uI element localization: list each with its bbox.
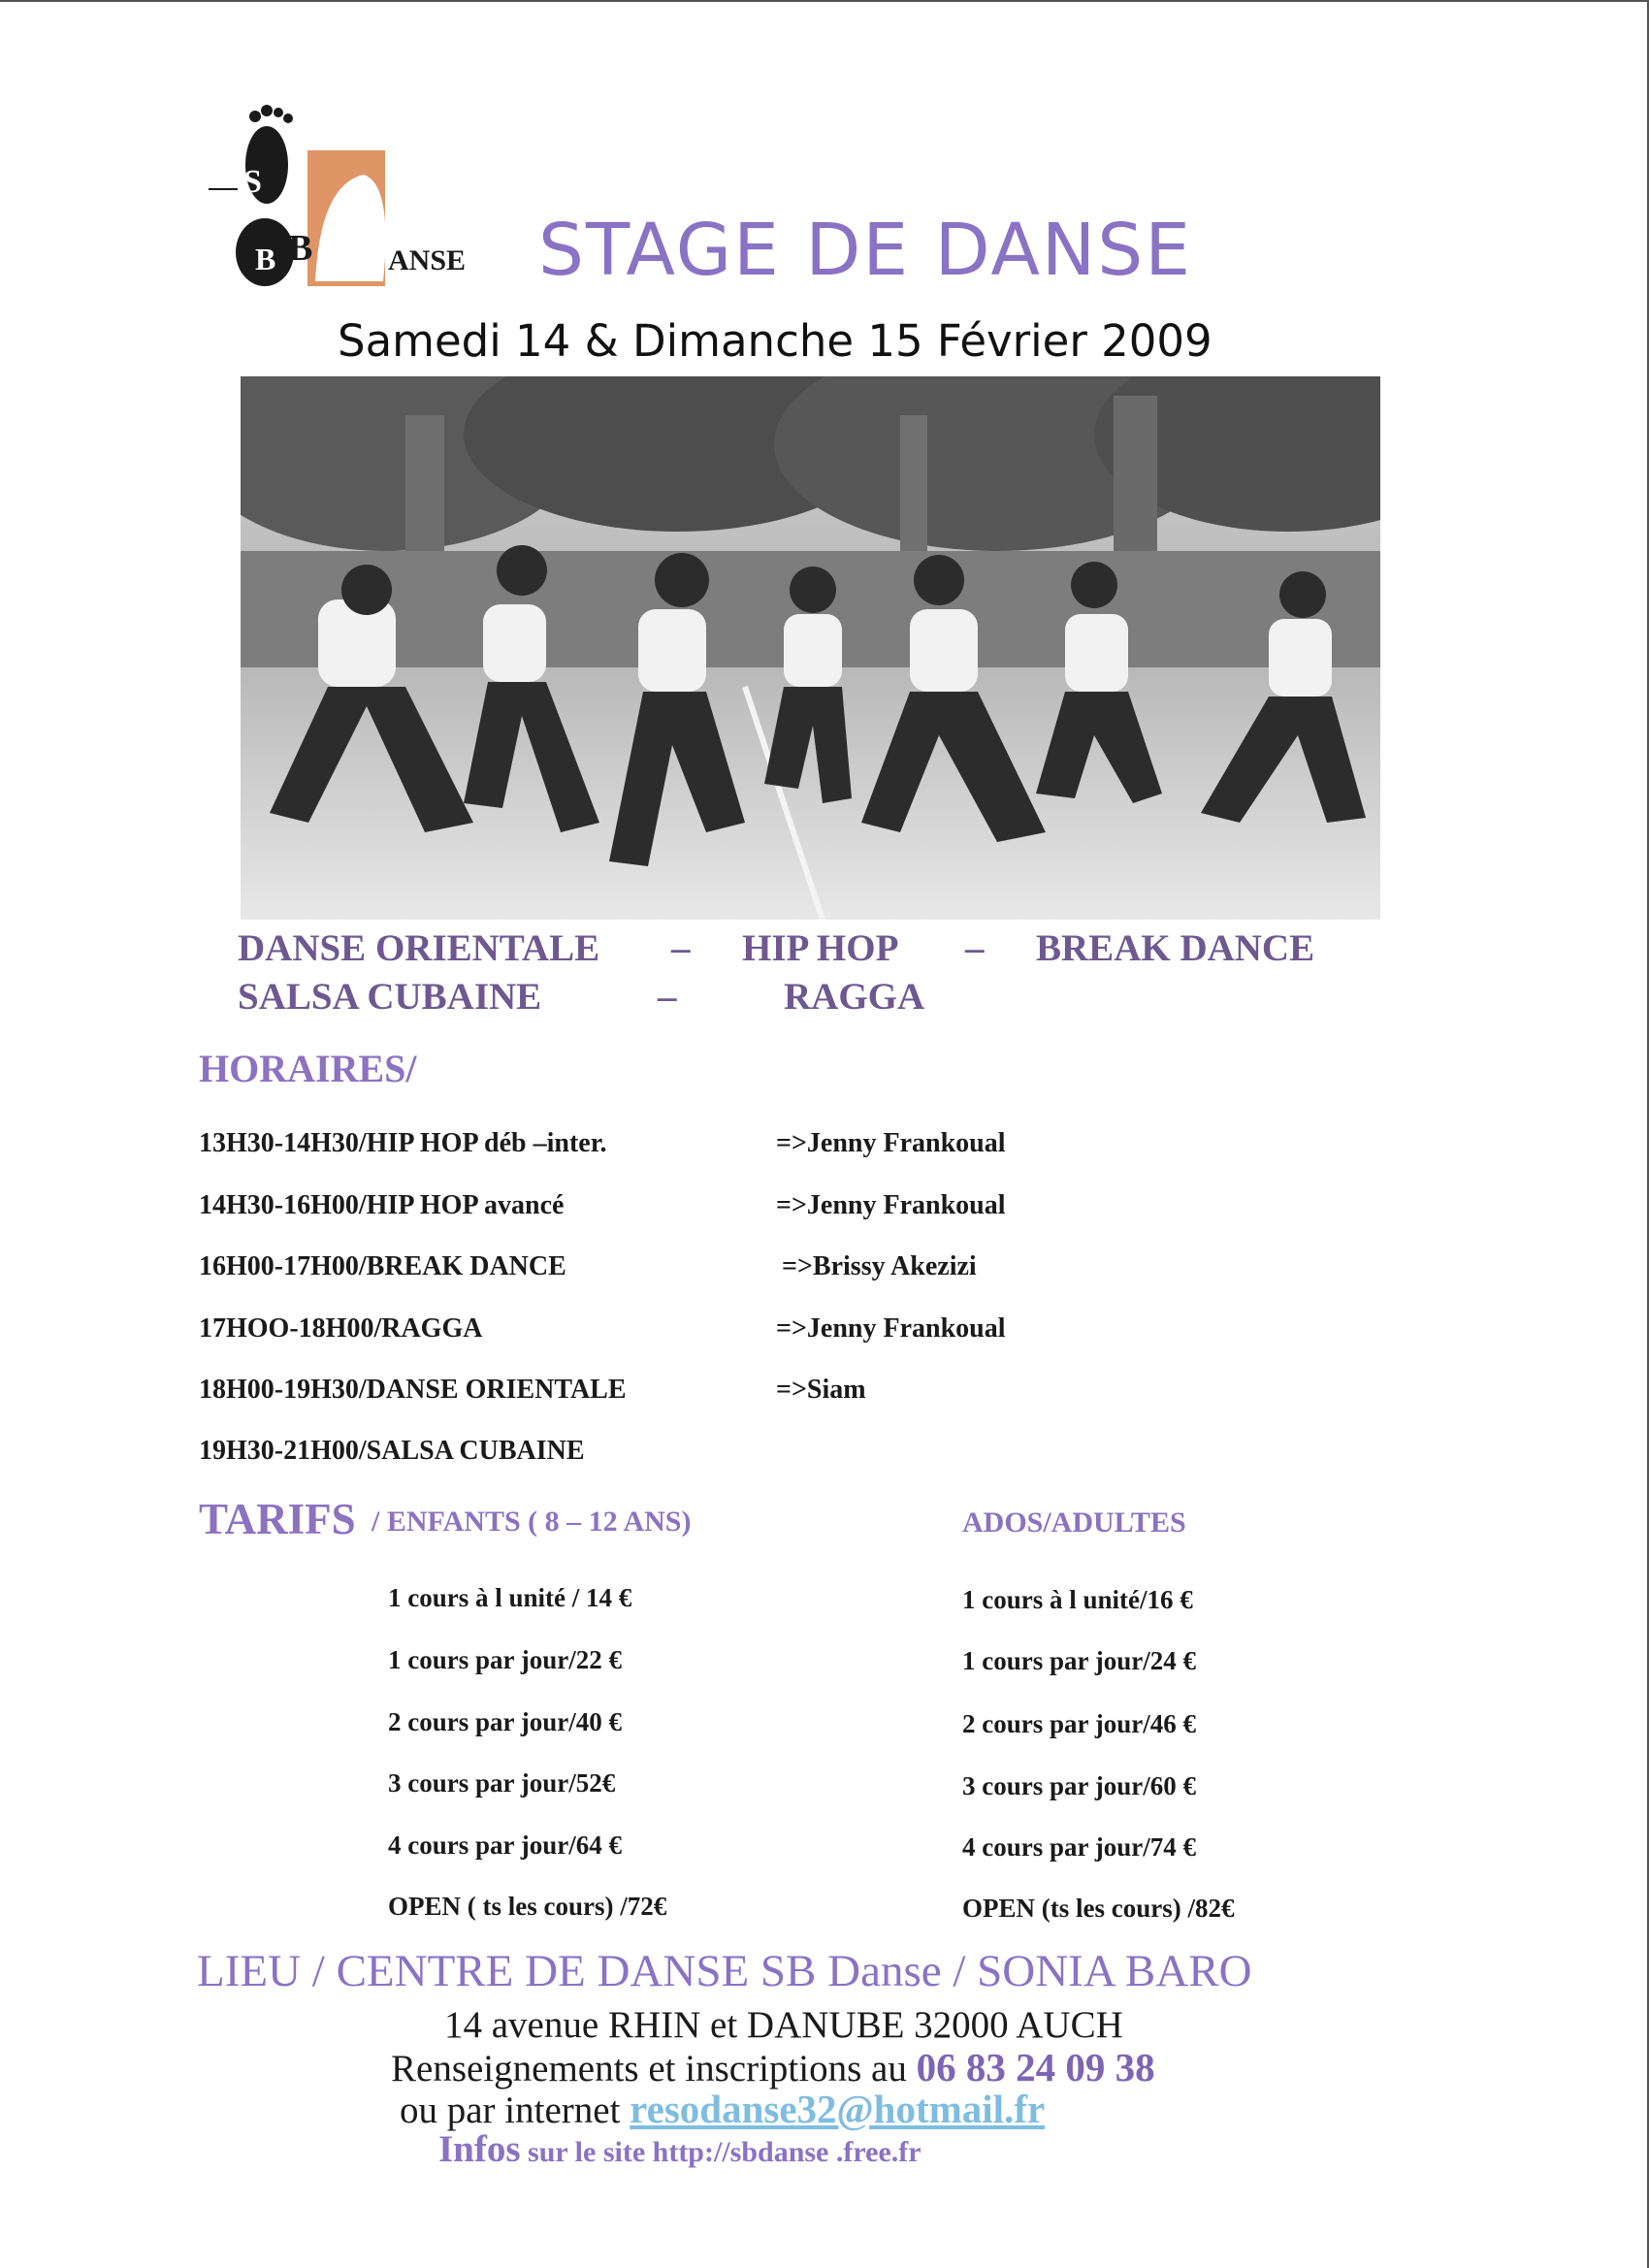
internet-label: ou par internet — [400, 2090, 630, 2131]
style-danse-orientale: DANSE ORIENTALE — [238, 927, 600, 969]
svg-text:S: S — [243, 164, 262, 200]
schedule-time: 13H30-14H30/HIP HOP déb –inter. — [199, 1128, 607, 1158]
horaires-heading: HORAIRES/ — [199, 1047, 417, 1090]
tarifs-enfants-label: / ENFANTS ( 8 – 12 ANS) — [372, 1506, 692, 1538]
lieu-line: LIEU / CENTRE DE DANSE SB Danse / SONIA BARO — [197, 1946, 1252, 1996]
tarif-adultes-item: OPEN (ts les cours) /82€ — [962, 1894, 1235, 1923]
tarifs-heading: TARIFS — [199, 1495, 356, 1543]
tarif-adultes-item: 3 cours par jour/60 € — [962, 1771, 1196, 1800]
renseignements-line — [391, 2044, 1155, 2090]
schedule-time: 14H30-16H00/HIP HOP avancé — [199, 1190, 565, 1220]
schedule-time: 19H30-21H00/SALSA CUBAINE — [199, 1436, 585, 1466]
tarif-adultes-item: 1 cours à l unité/16 € — [962, 1585, 1193, 1614]
style-ragga: RAGGA — [784, 976, 925, 1018]
schedule-teacher: =>Jenny Frankoual — [776, 1128, 1006, 1158]
tarif-enfants-item: OPEN ( ts les cours) /72€ — [388, 1892, 667, 1921]
infos-label: Infos — [438, 2128, 521, 2170]
renseignements-label: Renseignements et inscriptions au — [391, 2048, 917, 2090]
address: 14 avenue RHIN et DANUBE 32000 AUCH — [444, 2004, 1123, 2046]
tarif-enfants-item: 1 cours à l unité / 14 € — [388, 1583, 632, 1612]
infos-line — [438, 2127, 922, 2171]
style-hip-hop: HIP HOP — [742, 927, 899, 969]
email-link[interactable]: resodanse32@hotmail.fr — [630, 2087, 1046, 2131]
schedule-time: 18H00-19H30/DANSE ORIENTALE — [199, 1375, 627, 1405]
tarif-adultes-item: 4 cours par jour/74 € — [962, 1832, 1196, 1862]
svg-text:ANSE: ANSE — [388, 244, 467, 276]
svg-text:B: B — [288, 228, 313, 269]
svg-text:B: B — [255, 242, 276, 276]
schedule-teacher: =>Brissy Akezizi — [782, 1251, 977, 1281]
event-dates: Samedi 14 & Dimanche 15 Février 2009 — [338, 315, 1212, 367]
style-separator: – — [658, 976, 677, 1018]
tarif-enfants-item: 2 cours par jour/40 € — [388, 1707, 622, 1736]
website-link[interactable]: sur le site http://sbdanse .free.fr — [520, 2136, 922, 2168]
tarif-enfants-item: 4 cours par jour/64 € — [388, 1831, 622, 1860]
style-break-dance: BREAK DANCE — [1036, 927, 1315, 969]
sb-danse-logo — [199, 97, 519, 291]
dancers-photo — [241, 376, 1380, 920]
schedule-teacher: =>Jenny Frankoual — [776, 1313, 1006, 1344]
tarif-adultes-item: 2 cours par jour/46 € — [962, 1709, 1196, 1738]
internet-line — [400, 2086, 1045, 2132]
phone-number: 06 83 24 09 38 — [916, 2045, 1155, 2090]
schedule-time: 16H00-17H00/BREAK DANCE — [199, 1251, 566, 1281]
page-title: STAGE DE DANSE — [538, 209, 1193, 292]
schedule-teacher: =>Jenny Frankoual — [776, 1190, 1006, 1220]
tarifs-adultes-label: ADOS/ADULTES — [962, 1507, 1186, 1539]
style-salsa-cubaine: SALSA CUBAINE — [238, 976, 542, 1018]
style-separator: – — [965, 927, 985, 969]
schedule-time: 17HOO-18H00/RAGGA — [199, 1313, 483, 1344]
schedule-teacher: =>Siam — [776, 1375, 866, 1405]
style-separator: – — [671, 927, 691, 969]
tarif-enfants-item: 3 cours par jour/52€ — [388, 1768, 616, 1798]
tarif-adultes-item: 1 cours par jour/24 € — [962, 1646, 1196, 1675]
tarif-enfants-item: 1 cours par jour/22 € — [388, 1645, 622, 1674]
